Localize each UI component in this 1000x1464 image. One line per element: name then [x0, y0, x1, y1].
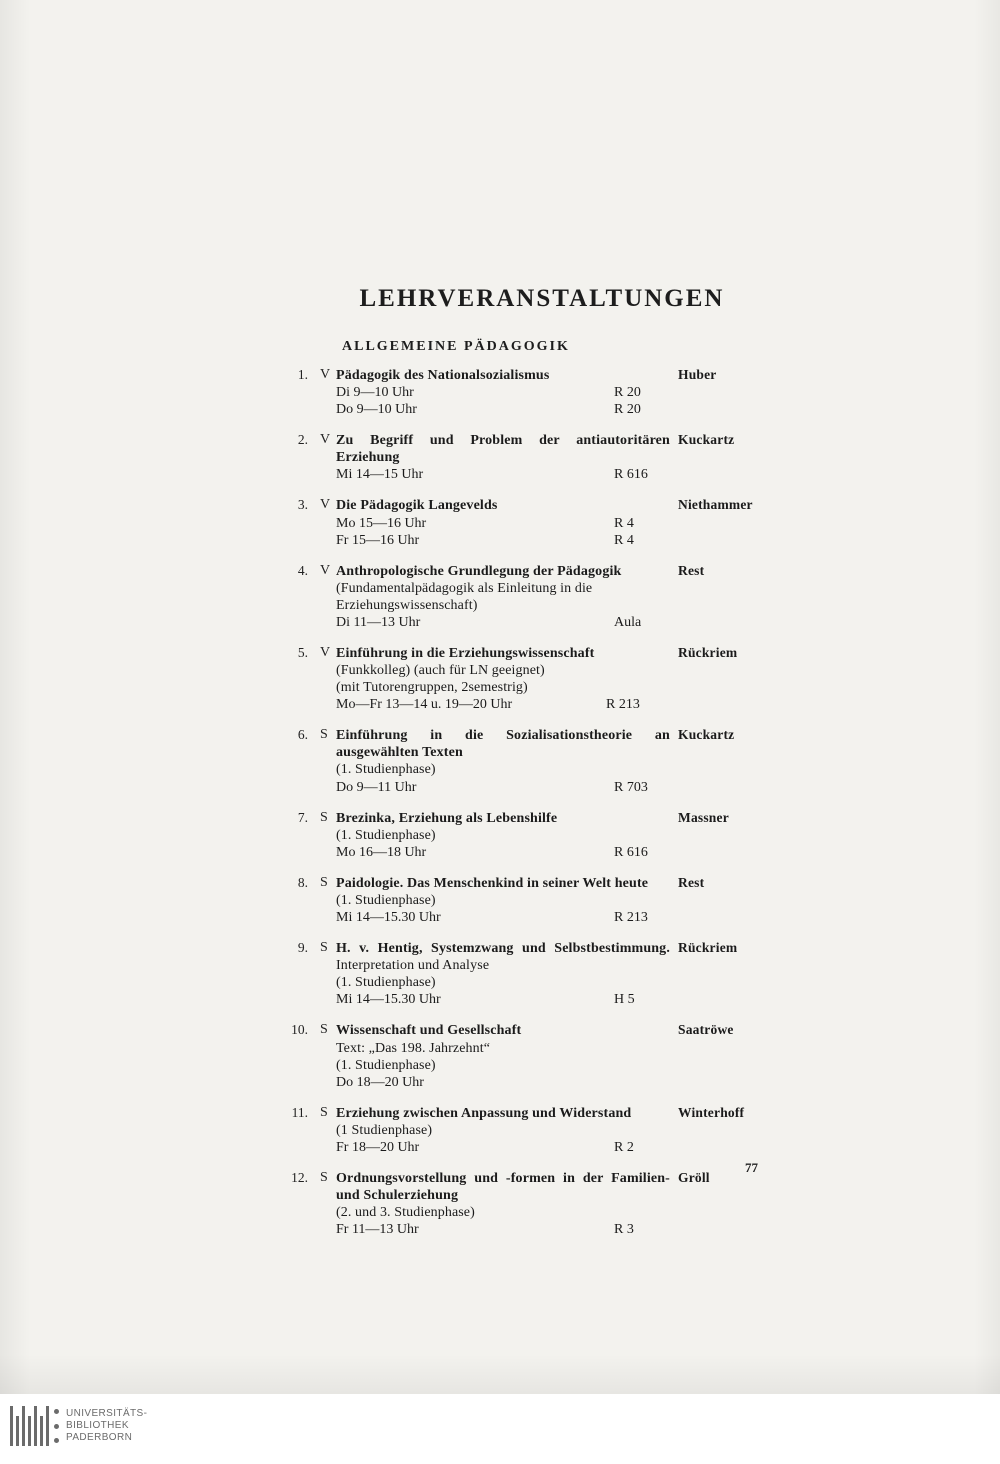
entry-time-row [336, 466, 670, 483]
footer-bar [0, 1394, 1000, 1464]
entry-type-code: S [320, 727, 328, 743]
entry-subtitle: (Funkkolleg) (auch für LN geeignet) [336, 663, 545, 679]
entry-number: 6. [297, 727, 308, 743]
entry-body [336, 727, 670, 795]
entry-time-row [336, 532, 670, 549]
entry-body [336, 810, 670, 861]
entry-lecturer: Rest [678, 874, 705, 890]
entry-title [336, 1105, 670, 1122]
entry-type-code: S [320, 1104, 328, 1120]
entry-title [336, 367, 670, 384]
entry-lecturer: Saatröwe [678, 1022, 734, 1038]
course-entry [280, 940, 790, 1008]
course-entry [280, 563, 790, 631]
entry-type-code: S [320, 1169, 328, 1185]
entry-title-text: Pädagogik des Nationalsozialismus [336, 368, 550, 383]
course-entry [280, 1105, 790, 1156]
entry-title [336, 432, 670, 466]
entry-type-code: S [320, 809, 328, 825]
entry-lecturer: Rückriem [678, 940, 738, 956]
entry-title-text: Brezinka, Erziehung als Lebenshilfe [336, 810, 558, 826]
entry-time-row [336, 614, 670, 631]
entry-time-row [336, 515, 670, 532]
entry-title-text: Anthropologische Grundlegung der Pädagogik [336, 563, 622, 579]
entry-body [336, 875, 670, 926]
entry-title [336, 940, 670, 974]
entry-room: R 213 [606, 697, 640, 713]
entry-time-row [336, 1139, 670, 1156]
entry-title-text: Wissenschaft und Gesellschaft [336, 1023, 522, 1039]
entry-body [336, 1170, 670, 1238]
entry-time: Fr 18—20 Uhr [336, 1139, 420, 1155]
course-entry [280, 1170, 790, 1238]
entry-time-row [336, 1074, 670, 1091]
entry-subtitle: (2. und 3. Studienphase) [336, 1205, 475, 1221]
entry-subtitle: Text: „Das 198. Jahrzehnt“ [336, 1040, 491, 1056]
entry-number: 3. [297, 497, 308, 513]
entry-room: H 5 [614, 992, 635, 1008]
entry-body [336, 497, 670, 548]
entry-subtitle: (mit Tutorengruppen, 2semestrig) [336, 680, 528, 696]
entry-body [336, 1022, 670, 1090]
entry-time: Mo 16—18 Uhr [336, 844, 427, 860]
logo-line-3: PADERBORN [66, 1432, 133, 1443]
entry-subtitle: (1. Studienphase) [336, 827, 436, 843]
page-edge-shadow-bottom [0, 1354, 1000, 1394]
entry-time: Mi 14—15.30 Uhr [336, 910, 441, 926]
entry-body [336, 940, 670, 1008]
entry-time-row [336, 909, 670, 926]
entry-lecturer: Huber [678, 367, 717, 382]
entry-time: Mi 14—15 Uhr [336, 467, 424, 483]
entry-type-code: S [320, 1022, 328, 1038]
entry-title-text: Einführung in die Sozialisationstheorie an ausgewählten Texten [336, 728, 670, 761]
entry-title-text: Ordnungsvorstellung und -formen in der Familien- und Schulerziehung [336, 1170, 670, 1204]
entry-title [336, 810, 670, 827]
entry-title [336, 1022, 670, 1039]
entry-time-row [336, 991, 670, 1008]
entry-title [336, 645, 670, 662]
entry-title [336, 497, 670, 514]
course-entry [280, 1022, 790, 1090]
entry-body [336, 1105, 670, 1156]
entry-type-code: S [320, 940, 328, 956]
library-logo [10, 1406, 147, 1446]
entry-title-text: Paidologie. Das Menschenkind in seiner Welt heute [336, 875, 649, 891]
entry-lecturer: Winterhoff [678, 1104, 745, 1120]
library-logo-text [66, 1408, 147, 1444]
entry-title-text: Zu Begriff und Problem der antiautoritären Erziehung [336, 433, 670, 466]
entry-time: Di 9—10 Uhr [336, 385, 414, 401]
entry-room: R 616 [614, 467, 648, 483]
entry-number: 11. [291, 1104, 308, 1120]
dots-icon [54, 1409, 59, 1443]
entry-room: R 20 [614, 385, 641, 401]
entry-number: 8. [297, 874, 308, 890]
entry-type-code: V [320, 645, 331, 661]
entry-room: R 2 [614, 1139, 634, 1155]
entry-time: Fr 15—16 Uhr [336, 532, 420, 548]
logo-line-2: BIBLIOTHEK [66, 1420, 129, 1431]
entry-body [336, 367, 670, 418]
course-entry [280, 810, 790, 861]
entry-number: 10. [291, 1022, 308, 1038]
entry-number: 4. [297, 562, 308, 578]
entry-subtitle: (Fundamentalpädagogik als Einleitung in die Erziehungswissenschaft) [336, 580, 593, 613]
entry-time: Mo—Fr 13—14 u. 19—20 Uhr [336, 697, 513, 713]
course-entry [280, 367, 790, 418]
entry-subtitle: (1. Studienphase) [336, 975, 436, 991]
page-content [280, 285, 790, 1252]
entry-time-row [336, 384, 670, 401]
page-edge-shadow-left [0, 0, 30, 1394]
page-number: 77 [745, 1160, 758, 1175]
entry-title-text: H. v. Hentig, Systemzwang und Selbstbestimmung. [336, 941, 670, 957]
entry-subtitle: (1. Studienphase) [336, 892, 436, 908]
logo-line-1: UNIVERSITÄTS- [66, 1408, 148, 1419]
entry-lecturer: Rückriem [678, 645, 738, 661]
entry-lecturer: Gröll [678, 1169, 710, 1185]
page-title: LEHRVERANSTALTUNGEN [359, 285, 725, 312]
entry-type-code: S [320, 874, 328, 890]
entry-title [336, 563, 670, 580]
entry-subtitle: (1. Studienphase) [336, 1057, 436, 1073]
entry-time: Mi 14—15.30 Uhr [336, 992, 441, 1008]
course-entry [280, 497, 790, 548]
entry-time-row [336, 696, 670, 713]
entry-type-code: V [320, 562, 331, 578]
entry-time: Do 9—11 Uhr [336, 779, 417, 795]
entry-type-code: V [320, 497, 331, 513]
course-list [280, 367, 790, 1238]
entry-time-row [336, 779, 670, 796]
entry-room: R 703 [614, 779, 648, 795]
entry-body [336, 645, 670, 713]
entry-lecturer: Kuckartz [678, 727, 735, 743]
entry-time: Do 9—10 Uhr [336, 402, 417, 418]
entry-number: 5. [297, 645, 308, 661]
entry-time-row [336, 401, 670, 418]
entry-type-code: V [320, 367, 331, 382]
entry-time: Di 11—13 Uhr [336, 614, 421, 630]
barcode-icon [10, 1406, 52, 1446]
entry-room: Aula [614, 614, 642, 630]
entry-lecturer: Niethammer [678, 497, 753, 513]
entry-time-row [336, 1221, 670, 1238]
entry-number: 2. [297, 432, 308, 448]
entry-number: 12. [291, 1169, 308, 1185]
entry-room: R 20 [614, 402, 641, 418]
entry-room: R 4 [614, 515, 634, 531]
course-entry [280, 645, 790, 713]
entry-number: 7. [297, 809, 308, 825]
entry-time: Do 18—20 Uhr [336, 1074, 424, 1090]
entry-time: Fr 11—13 Uhr [336, 1222, 419, 1238]
entry-room: R 4 [614, 532, 634, 548]
page-edge-shadow-right [974, 0, 1000, 1394]
entry-title-text: Erziehung zwischen Anpassung und Widerstand [336, 1105, 632, 1121]
entry-title [336, 1170, 670, 1204]
entry-lecturer: Massner [678, 809, 729, 825]
entry-body [336, 432, 670, 483]
entry-room: R 616 [614, 844, 648, 860]
entry-lecturer: Kuckartz [678, 432, 735, 448]
course-entry [280, 875, 790, 926]
course-entry [280, 727, 790, 795]
entry-time-row [336, 844, 670, 861]
entry-number: 9. [297, 940, 308, 956]
entry-time: Mo 15—16 Uhr [336, 515, 427, 531]
entry-title-text: Einführung in die Erziehungswissenschaft [336, 646, 595, 662]
entry-title [336, 875, 670, 892]
entry-subtitle: (1 Studienphase) [336, 1122, 433, 1138]
course-entry [280, 432, 790, 483]
entry-body [336, 563, 670, 631]
entry-type-code: V [320, 432, 331, 448]
entry-title-tail: Interpretation und Analyse [336, 958, 490, 974]
entry-title-text: Die Pädagogik Langevelds [336, 498, 498, 514]
entry-number: 1. [297, 367, 308, 382]
entry-title [336, 727, 670, 761]
entry-subtitle: (1. Studienphase) [336, 762, 436, 778]
section-heading: ALLGEMEINE PÄDAGOGIK [342, 339, 570, 354]
entry-room: R 3 [614, 1222, 634, 1238]
entry-room: R 213 [614, 910, 648, 926]
entry-lecturer: Rest [678, 562, 705, 578]
